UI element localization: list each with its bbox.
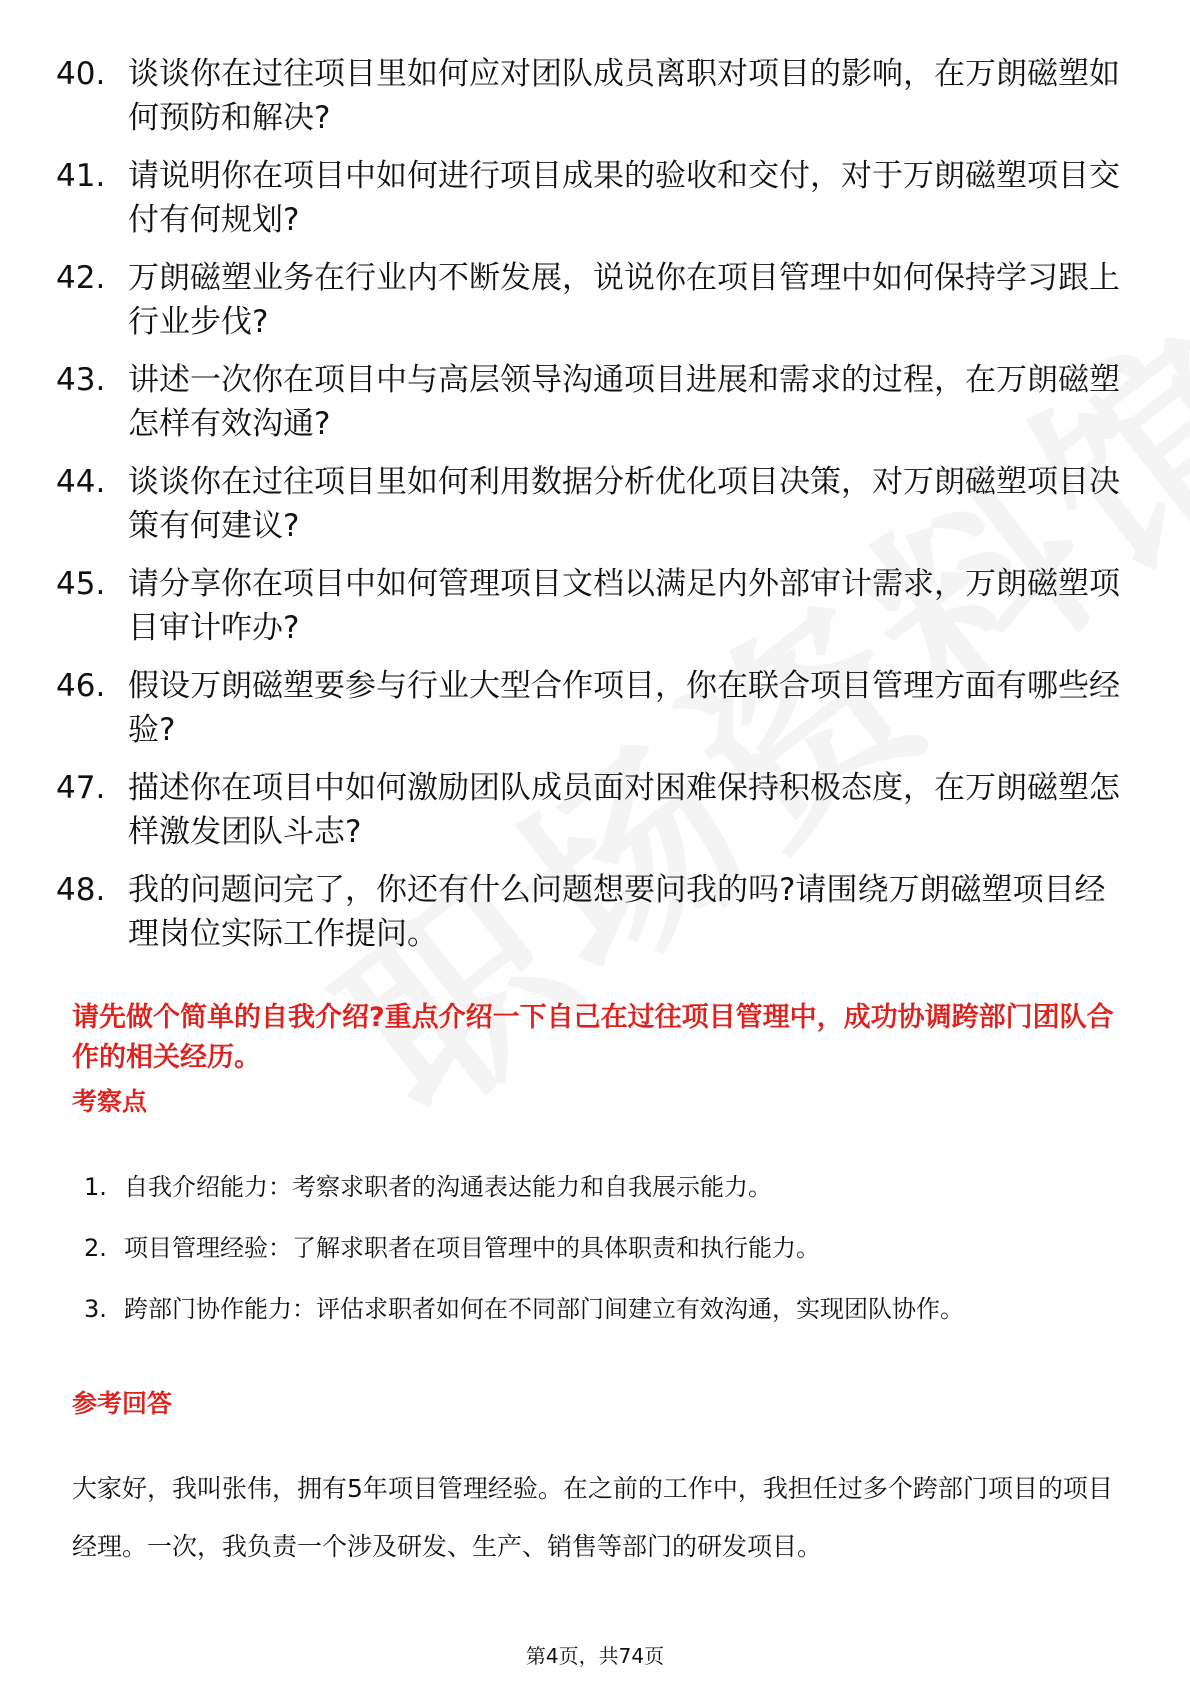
answer-text: 大家好，我叫张伟，拥有5年项目管理经验。在之前的工作中，我担任过多个跨部门项目的项目经理。一次，我负责一个涉及研发、生产、销售等部门的研发项目。 [72, 1474, 1113, 1561]
question-item [56, 154, 1136, 242]
question-text: 请分享你在项目中如何管理项目文档以满足内外部审计需求，万朗磁塑项目审计咋办? [128, 566, 1120, 646]
assessment-text: 项目管理经验：了解求职者在项目管理中的具体职责和执行能力。 [124, 1234, 820, 1262]
assessment-text: 自我介绍能力：考察求职者的沟通表达能力和自我展示能力。 [124, 1173, 772, 1201]
question-text: 我的问题问完了，你还有什么问题想要问我的吗?请围绕万朗磁塑项目经理岗位实际工作提问。 [128, 872, 1106, 952]
assessment-item [84, 1160, 1124, 1215]
assessment-number: 3. [84, 1295, 107, 1323]
question-number: 43. [56, 362, 106, 398]
question-number: 48. [56, 872, 106, 908]
question-text: 万朗磁塑业务在行业内不断发展，说说你在项目管理中如何保持学习跟上行业步伐? [128, 260, 1120, 340]
answer-title: 参考回答 [72, 1389, 173, 1418]
question-item [56, 766, 1136, 854]
question-number: 44. [56, 464, 106, 500]
question-number: 41. [56, 158, 106, 194]
question-number: 40. [56, 56, 106, 92]
assessment-number: 2. [84, 1234, 107, 1262]
question-text: 假设万朗磁塑要参与行业大型合作项目，你在联合项目管理方面有哪些经验? [128, 668, 1120, 748]
question-text: 请说明你在项目中如何进行项目成果的验收和交付，对于万朗磁塑项目交付有何规划? [128, 158, 1120, 238]
page-footer: 第4页，共74页 [525, 1644, 665, 1668]
question-list [56, 52, 1136, 970]
assessment-item [84, 1282, 1124, 1337]
main-question: 请先做个简单的自我介绍?重点介绍一下自己在过往项目管理中，成功协调跨部门团队合作的相关经历。 [72, 1002, 1114, 1073]
assessment-text: 跨部门协作能力：评估求职者如何在不同部门间建立有效沟通，实现团队协作。 [124, 1295, 964, 1323]
question-item [56, 664, 1136, 752]
assessment-number: 1. [84, 1173, 107, 1201]
question-item [56, 868, 1136, 956]
question-text: 讲述一次你在项目中与高层领导沟通项目进展和需求的过程，在万朗磁塑怎样有效沟通? [128, 362, 1120, 442]
assessment-item [84, 1221, 1124, 1276]
assessment-list [84, 1160, 1124, 1343]
question-item [56, 52, 1136, 140]
question-item [56, 562, 1136, 650]
question-item [56, 256, 1136, 344]
question-number: 46. [56, 668, 106, 704]
question-number: 47. [56, 770, 106, 806]
question-item [56, 460, 1136, 548]
question-text: 描述你在项目中如何激励团队成员面对困难保持积极态度，在万朗磁塑怎样激发团队斗志? [128, 770, 1120, 850]
question-text: 谈谈你在过往项目里如何利用数据分析优化项目决策，对万朗磁塑项目决策有何建议? [128, 464, 1120, 544]
question-number: 45. [56, 566, 106, 602]
question-number: 42. [56, 260, 106, 296]
question-text: 谈谈你在过往项目里如何应对团队成员离职对项目的影响，在万朗磁塑如何预防和解决? [128, 56, 1120, 136]
assessment-title: 考察点 [72, 1087, 148, 1116]
question-item [56, 358, 1136, 446]
